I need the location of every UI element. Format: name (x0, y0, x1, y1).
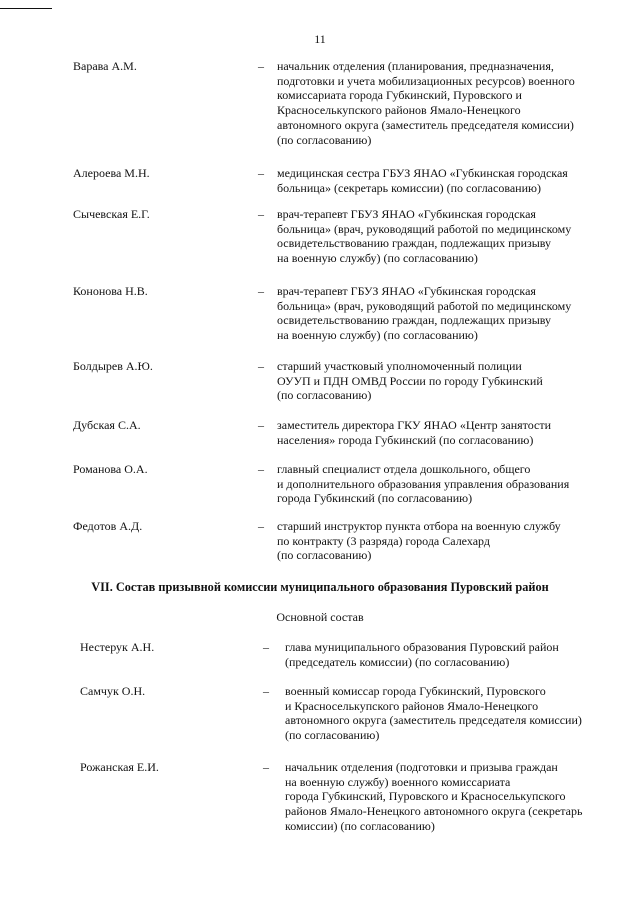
member-role (285, 640, 559, 669)
member-role (277, 519, 561, 563)
dash-separator: – (258, 284, 264, 298)
role-line: начальник отделения (планирования, предназначения, (277, 59, 554, 73)
role-line: на военную службу) (по согласованию) (277, 328, 478, 343)
role-line: и Красноселькупского районов Ямало-Ненецкого (285, 698, 539, 713)
role-line: освидетельствованию граждан, подлежащих призыву (277, 236, 552, 251)
section-heading: VII. Состав призывной комиссии муниципального образования Пуровский район (91, 580, 549, 594)
member-role (277, 284, 571, 343)
member-name: Романова О.А. (73, 462, 148, 476)
role-line: автономного округа (заместитель председателя комиссии) (277, 117, 574, 132)
member-name: Нестерук А.Н. (80, 640, 155, 654)
role-line: старший инструктор пункта отбора на военную службу (277, 519, 561, 533)
member-name: Федотов А.Д. (73, 519, 143, 533)
member-role (285, 684, 582, 743)
dash-separator: – (263, 684, 269, 698)
member-role (277, 59, 575, 147)
role-line: (по согласованию) (277, 388, 372, 403)
role-line: подготовки и учета мобилизационных ресурсов) военного (277, 73, 575, 88)
member-role (277, 418, 551, 447)
page-number: 11 (314, 32, 326, 46)
dash-separator: – (258, 166, 264, 180)
role-line: населения» города Губкинский (по согласованию) (277, 432, 534, 447)
role-line: освидетельствованию граждан, подлежащих призыву (277, 313, 552, 328)
dash-separator: – (258, 207, 264, 221)
role-line: ОУУП и ПДН ОМВД России по городу Губкинский (277, 373, 543, 388)
role-line: военный комиссар города Губкинский, Пуровского (285, 684, 546, 698)
member-name: Кононова Н.В. (73, 284, 148, 298)
top-rule (0, 8, 52, 9)
role-line: комиссариата города Губкинский, Пуровского и (277, 88, 522, 103)
member-role (277, 359, 543, 403)
role-line: на военную службу) военного комиссариата (285, 774, 511, 789)
role-line: больница» (врач, руководящий работой по медицинскому (277, 298, 572, 313)
member-role (277, 462, 569, 506)
dash-separator: – (258, 462, 264, 476)
role-line: старший участковый уполномоченный полиции (277, 359, 522, 373)
role-line: медицинская сестра ГБУЗ ЯНАО «Губкинская городская (277, 166, 568, 180)
role-line: врач-терапевт ГБУЗ ЯНАО «Губкинская городская (277, 207, 536, 221)
section-subheading: Основной состав (276, 610, 364, 624)
role-line: (по согласованию) (277, 132, 372, 147)
member-name: Дубская С.А. (73, 418, 141, 432)
member-name: Рожанская Е.И. (80, 760, 159, 774)
dash-separator: – (258, 359, 264, 373)
role-line: заместитель директора ГКУ ЯНАО «Центр занятости (277, 418, 552, 432)
member-role (277, 207, 571, 266)
role-line: больница» (секретарь комиссии) (по согласованию) (277, 180, 541, 195)
role-line: врач-терапевт ГБУЗ ЯНАО «Губкинская городская (277, 284, 536, 298)
role-line: комиссии) (по согласованию) (285, 818, 435, 833)
role-line: и дополнительного образования управления образования (277, 476, 570, 491)
role-line: на военную службу) (по согласованию) (277, 251, 478, 266)
role-line: (председатель комиссии) (по согласованию) (285, 654, 510, 669)
dash-separator: – (258, 519, 264, 533)
member-name: Варава А.М. (73, 59, 137, 73)
member-name: Сычевская Е.Г. (73, 207, 150, 221)
role-line: больница» (врач, руководящий работой по медицинскому (277, 221, 572, 236)
role-line: автономного округа (заместитель председателя комиссии) (285, 713, 582, 728)
role-line: (по согласованию) (277, 548, 372, 563)
dash-separator: – (258, 59, 264, 73)
member-name: Алероева М.Н. (73, 166, 150, 180)
role-line: по контракту (3 разряда) города Салехард (277, 533, 490, 548)
role-line: главный специалист отдела дошкольного, общего (277, 462, 531, 476)
member-name: Самчук О.Н. (80, 684, 146, 698)
member-name: Болдырев А.Ю. (73, 359, 153, 373)
role-line: Красноселькупского районов Ямало-Ненецкого (277, 103, 521, 118)
role-line: начальник отделения (подготовки и призыва граждан (285, 760, 558, 774)
dash-separator: – (263, 640, 269, 654)
dash-separator: – (263, 760, 269, 774)
role-line: (по согласованию) (285, 728, 380, 743)
role-line: глава муниципального образования Пуровский район (285, 640, 559, 654)
dash-separator: – (258, 418, 264, 432)
role-line: районов Ямало-Ненецкого автономного округа (секретарь (285, 804, 583, 819)
role-line: города Губкинский (по согласованию) (277, 491, 473, 506)
member-role (285, 760, 582, 834)
role-line: города Губкинский, Пуровского и Красноселькупского (285, 789, 566, 804)
member-role (277, 166, 568, 195)
